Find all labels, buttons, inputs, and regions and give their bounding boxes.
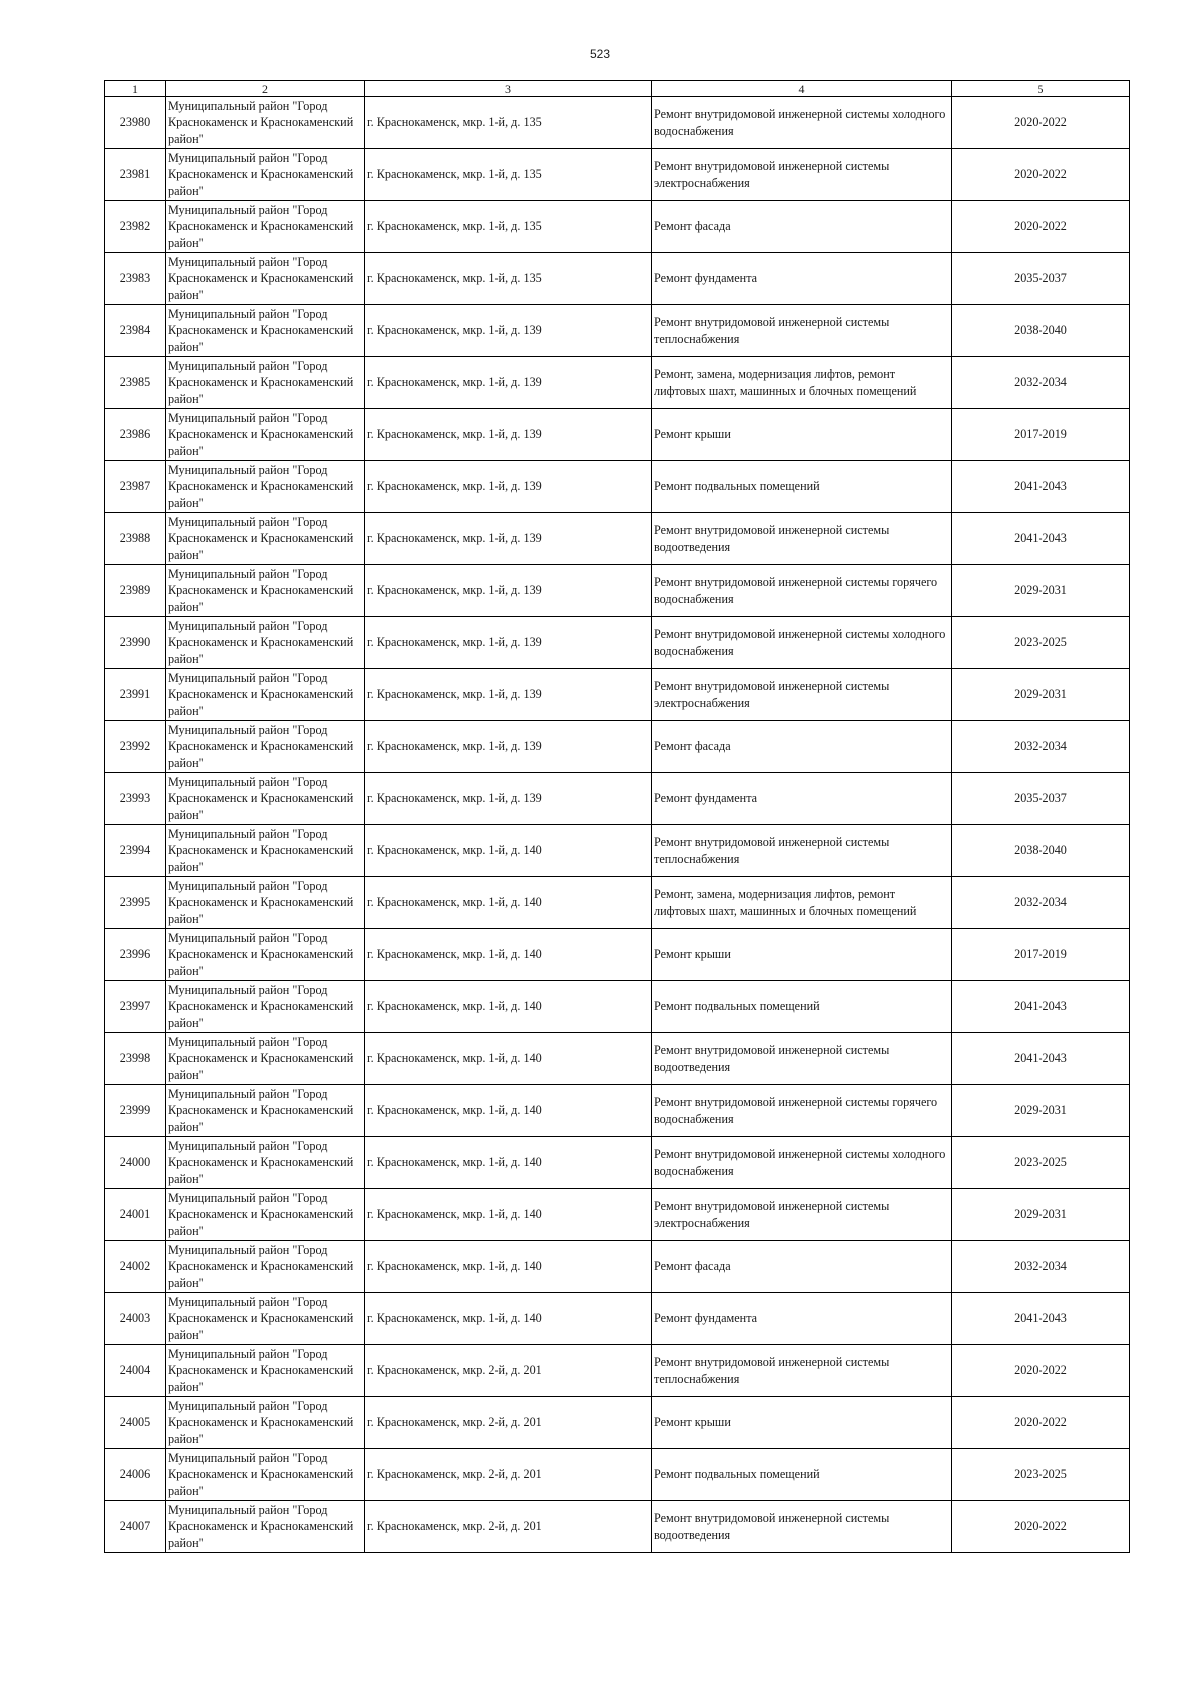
address-cell: г. Краснокаменск, мкр. 2-й, д. 201: [365, 1501, 652, 1553]
address-cell: г. Краснокаменск, мкр. 1-й, д. 140: [365, 929, 652, 981]
period-cell: 2023-2025: [952, 617, 1130, 669]
address-cell: г. Краснокаменск, мкр. 1-й, д. 135: [365, 149, 652, 201]
row-number-cell: 24006: [105, 1449, 166, 1501]
row-number-cell: 24002: [105, 1241, 166, 1293]
row-number-cell: 23983: [105, 253, 166, 305]
work-type-cell: Ремонт, замена, модернизация лифтов, ремонт лифтовых шахт, машинных и блочных помещений: [652, 877, 952, 929]
table-row: [105, 357, 1130, 409]
address-cell: г. Краснокаменск, мкр. 1-й, д. 140: [365, 1137, 652, 1189]
period-cell: 2020-2022: [952, 1501, 1130, 1553]
work-type-cell: Ремонт внутридомовой инженерной системы теплоснабжения: [652, 825, 952, 877]
row-number-cell: 23984: [105, 305, 166, 357]
municipality-cell: Муниципальный район "Город Краснокаменск и Краснокаменский район": [166, 253, 365, 305]
address-cell: г. Краснокаменск, мкр. 1-й, д. 140: [365, 825, 652, 877]
municipality-cell: Муниципальный район "Город Краснокаменск и Краснокаменский район": [166, 1501, 365, 1553]
period-cell: 2017-2019: [952, 409, 1130, 461]
row-number-cell: 23992: [105, 721, 166, 773]
row-number-cell: 23996: [105, 929, 166, 981]
table-row: [105, 253, 1130, 305]
work-type-cell: Ремонт внутридомовой инженерной системы горячего водоснабжения: [652, 1085, 952, 1137]
work-type-cell: Ремонт подвальных помещений: [652, 1449, 952, 1501]
table-row: [105, 565, 1130, 617]
table-row: [105, 513, 1130, 565]
address-cell: г. Краснокаменск, мкр. 1-й, д. 139: [365, 357, 652, 409]
work-type-cell: Ремонт фасада: [652, 201, 952, 253]
period-cell: 2041-2043: [952, 1293, 1130, 1345]
municipality-cell: Муниципальный район "Город Краснокаменск и Краснокаменский район": [166, 513, 365, 565]
table-row: [105, 981, 1130, 1033]
period-cell: 2020-2022: [952, 201, 1130, 253]
row-number-cell: 23997: [105, 981, 166, 1033]
table-row: [105, 409, 1130, 461]
municipality-cell: Муниципальный район "Город Краснокаменск и Краснокаменский район": [166, 825, 365, 877]
table-row: [105, 1293, 1130, 1345]
row-number-cell: 24005: [105, 1397, 166, 1449]
period-cell: 2020-2022: [952, 97, 1130, 149]
header-row: [105, 81, 1130, 97]
municipality-cell: Муниципальный район "Город Краснокаменск и Краснокаменский район": [166, 409, 365, 461]
address-cell: г. Краснокаменск, мкр. 1-й, д. 139: [365, 617, 652, 669]
period-cell: 2023-2025: [952, 1449, 1130, 1501]
address-cell: г. Краснокаменск, мкр. 2-й, д. 201: [365, 1449, 652, 1501]
period-cell: 2041-2043: [952, 513, 1130, 565]
row-number-cell: 24004: [105, 1345, 166, 1397]
period-cell: 2041-2043: [952, 461, 1130, 513]
period-cell: 2041-2043: [952, 981, 1130, 1033]
capital-repair-table: [104, 80, 1130, 1553]
address-cell: г. Краснокаменск, мкр. 1-й, д. 139: [365, 669, 652, 721]
period-cell: 2020-2022: [952, 1345, 1130, 1397]
table-row: [105, 669, 1130, 721]
municipality-cell: Муниципальный район "Город Краснокаменск и Краснокаменский район": [166, 773, 365, 825]
table-row: [105, 1189, 1130, 1241]
period-cell: 2041-2043: [952, 1033, 1130, 1085]
row-number-cell: 23986: [105, 409, 166, 461]
work-type-cell: Ремонт внутридомовой инженерной системы холодного водоснабжения: [652, 1137, 952, 1189]
municipality-cell: Муниципальный район "Город Краснокаменск и Краснокаменский район": [166, 565, 365, 617]
address-cell: г. Краснокаменск, мкр. 1-й, д. 140: [365, 1085, 652, 1137]
address-cell: г. Краснокаменск, мкр. 1-й, д. 139: [365, 513, 652, 565]
period-cell: 2017-2019: [952, 929, 1130, 981]
municipality-cell: Муниципальный район "Город Краснокаменск и Краснокаменский район": [166, 1293, 365, 1345]
table-row: [105, 1397, 1130, 1449]
period-cell: 2032-2034: [952, 877, 1130, 929]
table-row: [105, 929, 1130, 981]
table-row: [105, 825, 1130, 877]
header-cell-2: 2: [166, 81, 365, 97]
work-type-cell: Ремонт фундамента: [652, 1293, 952, 1345]
period-cell: 2032-2034: [952, 721, 1130, 773]
row-number-cell: 24001: [105, 1189, 166, 1241]
work-type-cell: Ремонт крыши: [652, 409, 952, 461]
row-number-cell: 23991: [105, 669, 166, 721]
period-cell: 2023-2025: [952, 1137, 1130, 1189]
period-cell: 2032-2034: [952, 1241, 1130, 1293]
address-cell: г. Краснокаменск, мкр. 1-й, д. 140: [365, 1189, 652, 1241]
municipality-cell: Муниципальный район "Город Краснокаменск и Краснокаменский район": [166, 1189, 365, 1241]
row-number-cell: 24000: [105, 1137, 166, 1189]
row-number-cell: 23981: [105, 149, 166, 201]
table-row: [105, 97, 1130, 149]
work-type-cell: Ремонт фасада: [652, 1241, 952, 1293]
address-cell: г. Краснокаменск, мкр. 1-й, д. 139: [365, 461, 652, 513]
page-number: 523: [589, 47, 611, 61]
municipality-cell: Муниципальный район "Город Краснокаменск и Краснокаменский район": [166, 877, 365, 929]
address-cell: г. Краснокаменск, мкр. 1-й, д. 140: [365, 1241, 652, 1293]
work-type-cell: Ремонт внутридомовой инженерной системы водоотведения: [652, 513, 952, 565]
row-number-cell: 23995: [105, 877, 166, 929]
address-cell: г. Краснокаменск, мкр. 1-й, д. 139: [365, 773, 652, 825]
period-cell: 2035-2037: [952, 253, 1130, 305]
period-cell: 2029-2031: [952, 565, 1130, 617]
address-cell: г. Краснокаменск, мкр. 1-й, д. 135: [365, 201, 652, 253]
table-row: [105, 721, 1130, 773]
work-type-cell: Ремонт внутридомовой инженерной системы электроснабжения: [652, 1189, 952, 1241]
period-cell: 2035-2037: [952, 773, 1130, 825]
row-number-cell: 24007: [105, 1501, 166, 1553]
municipality-cell: Муниципальный район "Город Краснокаменск и Краснокаменский район": [166, 1137, 365, 1189]
municipality-cell: Муниципальный район "Город Краснокаменск и Краснокаменский район": [166, 721, 365, 773]
row-number-cell: 23985: [105, 357, 166, 409]
period-cell: 2029-2031: [952, 1085, 1130, 1137]
row-number-cell: 24003: [105, 1293, 166, 1345]
row-number-cell: 23999: [105, 1085, 166, 1137]
table-row: [105, 1345, 1130, 1397]
period-cell: 2029-2031: [952, 1189, 1130, 1241]
work-type-cell: Ремонт подвальных помещений: [652, 981, 952, 1033]
table-row: [105, 461, 1130, 513]
municipality-cell: Муниципальный район "Город Краснокаменск и Краснокаменский район": [166, 929, 365, 981]
municipality-cell: Муниципальный район "Город Краснокаменск и Краснокаменский район": [166, 1345, 365, 1397]
row-number-cell: 23989: [105, 565, 166, 617]
work-type-cell: Ремонт фундамента: [652, 773, 952, 825]
work-type-cell: Ремонт внутридомовой инженерной системы теплоснабжения: [652, 305, 952, 357]
period-cell: 2029-2031: [952, 669, 1130, 721]
period-cell: 2020-2022: [952, 1397, 1130, 1449]
table-row: [105, 877, 1130, 929]
municipality-cell: Муниципальный район "Город Краснокаменск и Краснокаменский район": [166, 357, 365, 409]
work-type-cell: Ремонт крыши: [652, 1397, 952, 1449]
table-row: [105, 1137, 1130, 1189]
row-number-cell: 23987: [105, 461, 166, 513]
work-type-cell: Ремонт, замена, модернизация лифтов, ремонт лифтовых шахт, машинных и блочных помещений: [652, 357, 952, 409]
work-type-cell: Ремонт подвальных помещений: [652, 461, 952, 513]
address-cell: г. Краснокаменск, мкр. 2-й, д. 201: [365, 1397, 652, 1449]
address-cell: г. Краснокаменск, мкр. 1-й, д. 140: [365, 1033, 652, 1085]
work-type-cell: Ремонт фундамента: [652, 253, 952, 305]
municipality-cell: Муниципальный район "Город Краснокаменск и Краснокаменский район": [166, 201, 365, 253]
row-number-cell: 23982: [105, 201, 166, 253]
table-row: [105, 201, 1130, 253]
header-cell-1: 1: [105, 81, 166, 97]
table-row: [105, 1501, 1130, 1553]
period-cell: 2038-2040: [952, 825, 1130, 877]
work-type-cell: Ремонт внутридомовой инженерной системы теплоснабжения: [652, 1345, 952, 1397]
period-cell: 2038-2040: [952, 305, 1130, 357]
row-number-cell: 23980: [105, 97, 166, 149]
row-number-cell: 23993: [105, 773, 166, 825]
address-cell: г. Краснокаменск, мкр. 2-й, д. 201: [365, 1345, 652, 1397]
work-type-cell: Ремонт фасада: [652, 721, 952, 773]
row-number-cell: 23994: [105, 825, 166, 877]
table-row: [105, 617, 1130, 669]
header-cell-3: 3: [365, 81, 652, 97]
period-cell: 2020-2022: [952, 149, 1130, 201]
period-cell: 2032-2034: [952, 357, 1130, 409]
address-cell: г. Краснокаменск, мкр. 1-й, д. 140: [365, 877, 652, 929]
header-cell-5: 5: [952, 81, 1130, 97]
municipality-cell: Муниципальный район "Город Краснокаменск и Краснокаменский район": [166, 669, 365, 721]
municipality-cell: Муниципальный район "Город Краснокаменск и Краснокаменский район": [166, 1033, 365, 1085]
row-number-cell: 23988: [105, 513, 166, 565]
work-type-cell: Ремонт внутридомовой инженерной системы горячего водоснабжения: [652, 565, 952, 617]
municipality-cell: Муниципальный район "Город Краснокаменск и Краснокаменский район": [166, 305, 365, 357]
municipality-cell: Муниципальный район "Город Краснокаменск и Краснокаменский район": [166, 981, 365, 1033]
municipality-cell: Муниципальный район "Город Краснокаменск и Краснокаменский район": [166, 461, 365, 513]
row-number-cell: 23998: [105, 1033, 166, 1085]
address-cell: г. Краснокаменск, мкр. 1-й, д. 139: [365, 409, 652, 461]
work-type-cell: Ремонт крыши: [652, 929, 952, 981]
address-cell: г. Краснокаменск, мкр. 1-й, д. 139: [365, 565, 652, 617]
table-row: [105, 1085, 1130, 1137]
table-row: [105, 1241, 1130, 1293]
table-row: [105, 773, 1130, 825]
address-cell: г. Краснокаменск, мкр. 1-й, д. 135: [365, 253, 652, 305]
work-type-cell: Ремонт внутридомовой инженерной системы электроснабжения: [652, 149, 952, 201]
municipality-cell: Муниципальный район "Город Краснокаменск и Краснокаменский район": [166, 1241, 365, 1293]
table-row: [105, 305, 1130, 357]
row-number-cell: 23990: [105, 617, 166, 669]
work-type-cell: Ремонт внутридомовой инженерной системы водоотведения: [652, 1033, 952, 1085]
work-type-cell: Ремонт внутридомовой инженерной системы холодного водоснабжения: [652, 97, 952, 149]
municipality-cell: Муниципальный район "Город Краснокаменск и Краснокаменский район": [166, 1449, 365, 1501]
work-type-cell: Ремонт внутридомовой инженерной системы водоотведения: [652, 1501, 952, 1553]
work-type-cell: Ремонт внутридомовой инженерной системы электроснабжения: [652, 669, 952, 721]
address-cell: г. Краснокаменск, мкр. 1-й, д. 135: [365, 97, 652, 149]
municipality-cell: Муниципальный район "Город Краснокаменск и Краснокаменский район": [166, 1085, 365, 1137]
municipality-cell: Муниципальный район "Город Краснокаменск и Краснокаменский район": [166, 617, 365, 669]
municipality-cell: Муниципальный район "Город Краснокаменск и Краснокаменский район": [166, 1397, 365, 1449]
address-cell: г. Краснокаменск, мкр. 1-й, д. 140: [365, 981, 652, 1033]
address-cell: г. Краснокаменск, мкр. 1-й, д. 140: [365, 1293, 652, 1345]
work-type-cell: Ремонт внутридомовой инженерной системы холодного водоснабжения: [652, 617, 952, 669]
address-cell: г. Краснокаменск, мкр. 1-й, д. 139: [365, 305, 652, 357]
table-row: [105, 149, 1130, 201]
municipality-cell: Муниципальный район "Город Краснокаменск и Краснокаменский район": [166, 97, 365, 149]
address-cell: г. Краснокаменск, мкр. 1-й, д. 139: [365, 721, 652, 773]
header-cell-4: 4: [652, 81, 952, 97]
table-body: [105, 81, 1130, 1553]
municipality-cell: Муниципальный район "Город Краснокаменск и Краснокаменский район": [166, 149, 365, 201]
table-row: [105, 1449, 1130, 1501]
table-row: [105, 1033, 1130, 1085]
